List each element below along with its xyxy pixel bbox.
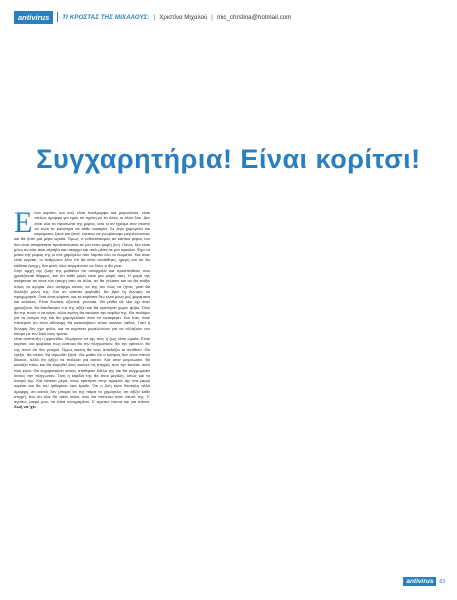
article-paragraph-2 (14, 268, 150, 336)
article-bold-ending: Ζωή να 'χει (14, 404, 36, 410)
article-text-3: είναι ανάπτυξη η φροντίδα. Θυμήσου να της πεις η ζωή είναι ωραία. Είναι κορίτσι, και φοβάσαι πως κάποιοι θα την πληγώσουν, θα την κρίνουν, θα της πουν ότι δεν μπορεί. Όμως εκείνη θα τους αποδείξει το αντίθετο. Θα τρέξει, θα πέσει, θα σηκωθεί ξανά. Θα μάθει ότι ο κόσμος δεν είναι πάντα δίκαιος, αλλά ότι αξίζει να παλεύει για αυτόν. Και όταν μεγαλώσει, θα κοιτάξει πίσω και θα θυμηθεί όλες εκείνες τις στιγμές που την έκαναν αυτό που είναι. Θα ευχαριστήσει όσους στάθηκαν δίπλα της και θα συγχωρέσει όσους την πλήγωσαν. Γιατί η καρδιά της θα είναι μεγάλη, όπως και τα όνειρά της. Και κάποια μέρα, ίσως κρατήσει στην αγκαλιά της ένα μικρό κορίτσι και θα του ψιθυρίσει όσα έμαθε. Ότι η ζωή είναι δύσκολη αλλά όμορφη, ότι κανείς δεν μπορεί να της πάρει το χαμόγελο, ότι αξίζει κάθε στιγμή. Και ότι όλα θα πάνε καλά, όσο θα πιστεύει στον εαυτό της. (14, 336, 150, 399)
page-header (14, 10, 291, 24)
header-divider (57, 12, 58, 22)
column-title: ΤΙ ΚΡΟΣΤΑΣ ΤΗΣ ΜΙΧΑΛΟΥΣ: (62, 13, 150, 21)
article-body (14, 210, 444, 550)
page-number: 63 (439, 578, 445, 585)
article-columns (14, 210, 444, 550)
article-headline: Συγχαρητήρια! Είναι κορίτσι! (36, 144, 421, 174)
header-pipe: | (153, 13, 156, 21)
dropcap: Ε (14, 210, 33, 239)
article-text-1: ίναι κορίτσι, και ενώ είναι πανέμορφο και μικρούλικο, είναι απλώς όμορφο για εμάς σε σχέση με τα άλλα, κι άλλο δυο. Δεν είναι όλα τα πρόσωπα της μέρας, όσο κι αν έχουμε σαν σκοπό να είναι τα καλύτερα σε κάθε ευκαιρία. Σε λίγα χαμόγελα και καμώματα, ξανά και ξανά, ώσπου να γνωρίσουμε μεγαλώνοντας και θα ήταν μια μέρα ωραία. Όμως, ο ενθουσιασμός σε κάποιο μέρος του δεν είναι απαραίτητα προστατευτικό σε μια τόσο μικρή ζωή. Πόνοι, δεν είναι μόνο αν κάτι πάει στραβά και υπάρχει και πάλι μέσα σε μια αγκαλιά. Έχει τα μάτια της μαμάς της κι ένα χαμόγελο που λάμπει όλο το δωμάτιο. Και όταν είναι κορίτσι, οι άνθρωποι λένε ότι θα είναι ευαίσθητη, ήρεμη και ότι θα κάθεται ήσυχη. Και μετά, όλοι περιμένουν να δουν τι θα γίνει. (14, 210, 150, 268)
footer-logo: antivirus (403, 577, 436, 586)
author-name: Χριστίνα Μιχαλού (159, 13, 208, 21)
article-paragraph-1 (14, 210, 150, 268)
page-footer (403, 577, 445, 586)
article-paragraph-3 (14, 336, 150, 410)
author-email: mic_chrstina@hotmail.com (216, 13, 292, 21)
article-text-2: Στην αρχή της ζωής της μαθαίνει ότι υπάρχουν και προσπάθειες που χρειάζονται θάρρος, και ότι κάθε μέρα είναι μια μικρή νίκη. Η μαμά της σκέφτεται αν είναι πιο ήσυχη από τα άλλα, αν θα γελάσει και αν θα παίξει όπως τα αγόρια. Δεν υπάρχει κανείς να της πει πώς να ζήσει, γιατί θα διαλέξει μόνη της. Και αν κάποτε φοβηθεί, θα βρει τη δύναμη να προχωρήσει. Γιατί είναι κορίτσι, και τα κορίτσια δεν είναι μόνο ροζ φορέματα και κούκλες. Είναι δυνατά, έξυπνα, γενναία. Θα μάθει να λέει όχι όταν χρειάζεται, θα διεκδικήσει ό,τι της αξίζει και θα αγαπήσει χωρίς φόβο. Όλοι θα της πουν τι να κάνει, αλλά εκείνη θα ακούσει την καρδιά της. Θα παλέψει για τα όνειρά της και θα χαμογελάσει όταν τα καταφέρει. Και τότε, όσοι πίστεψαν ότι είναι αδύναμη θα καταλάβουν πόσο έκαναν λάθος. Γιατί η δύναμη δεν έχει φύλο, και τα κορίτσια μεγαλώνουν για να αλλάξουν τον κόσμο με τον δικό τους τρόπο. (14, 267, 150, 336)
article-closing: Σ' αγαπώ, μικρό μου, να είσαι ευτυχισμένο. Σ' αγαπώ πάντα και για πάντα. (14, 393, 151, 404)
header-pipe-2: | (211, 13, 213, 21)
magazine-logo: antivirus (14, 11, 53, 24)
